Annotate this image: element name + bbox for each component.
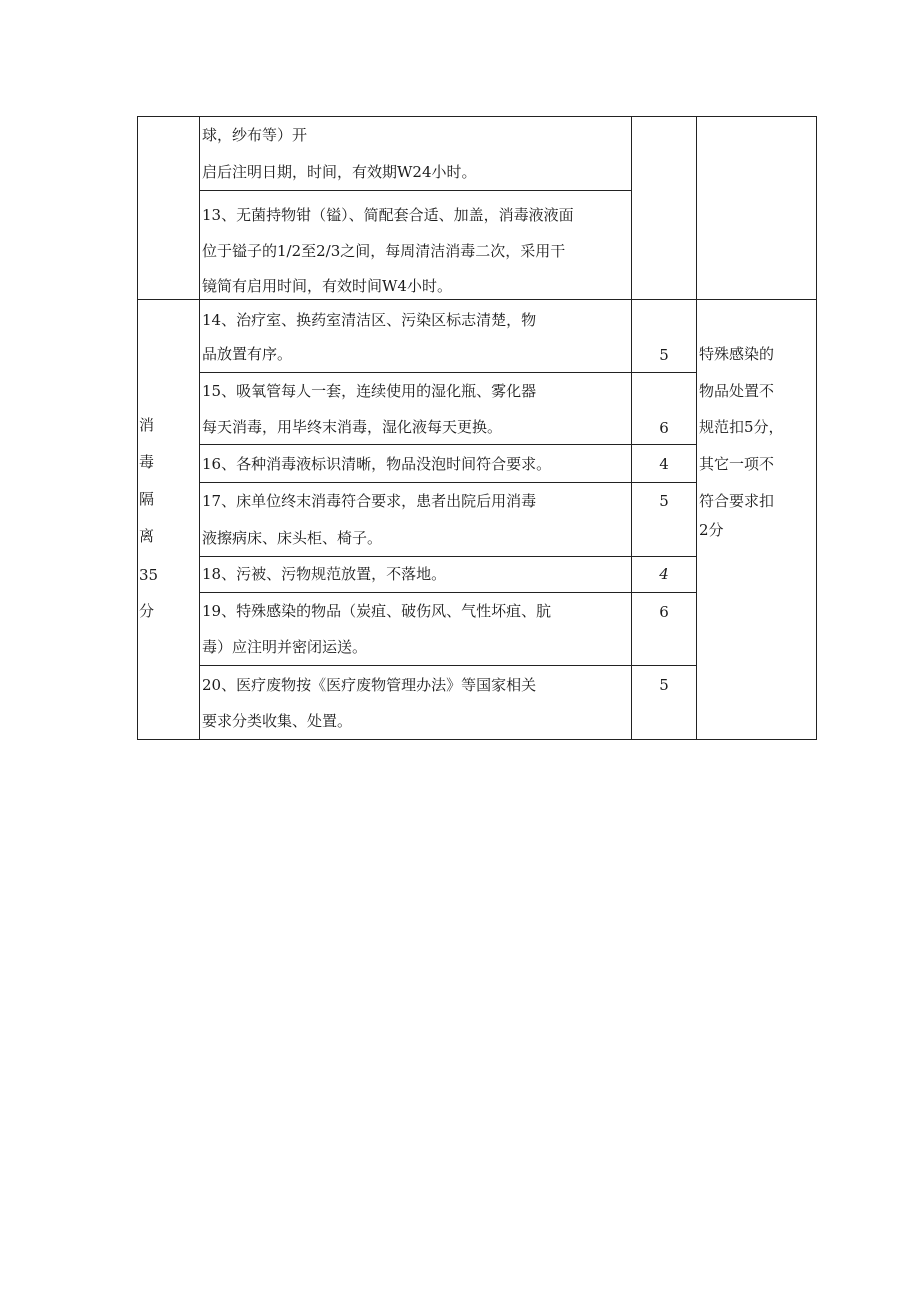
table-border-right (816, 116, 817, 740)
section-divider (137, 299, 817, 300)
deduction-note-line: 规范扣5分， (699, 418, 784, 436)
item-score: 5 (659, 492, 669, 510)
item-text-line: 16、各种消毒液标识清晰，物品没泡时间符合要求。 (202, 455, 552, 473)
table-border-top (137, 116, 817, 117)
row-divider (199, 665, 697, 666)
item-score: 4 (659, 565, 669, 583)
item-text-line: 位于镒子的1/2至2/3之间，每周清洁消毒二次，采用干 (202, 242, 566, 260)
row-divider (199, 592, 697, 593)
table-border-col2 (199, 116, 200, 740)
item-text-line: 19、特殊感染的物品（炭疽、破伤风、气性坏疽、肮 (202, 602, 552, 620)
item-text-line: 17、床单位终末消毒符合要求，患者出院后用消毒 (202, 492, 537, 510)
section-label-char: 离 (139, 527, 155, 545)
item-text-line: 15、吸氧管每人一套，连续使用的湿化瓶、雾化器 (202, 382, 537, 400)
item-text-line: 毒）应注明并密闭运送。 (202, 638, 368, 656)
deduction-note-line: 特殊感染的 (699, 345, 775, 363)
row-divider (199, 372, 697, 373)
item-text-line: 球，纱布等）开 (202, 126, 308, 144)
item-score: 6 (659, 419, 669, 437)
item-text-line: 品放置有序。 (202, 345, 293, 363)
deduction-note-line: 2分 (699, 521, 724, 539)
item-text-line: 要求分类收集、处置。 (202, 712, 353, 730)
table-border-left (137, 116, 138, 740)
row-divider (199, 444, 697, 445)
row-divider (199, 190, 632, 191)
section-label-char: 隔 (139, 490, 155, 508)
item-text-line: 18、污被、污物规范放置，不落地。 (202, 565, 447, 583)
section-label-char: 35 (139, 566, 159, 584)
row-divider (199, 482, 697, 483)
section-label-char: 分 (139, 602, 155, 620)
deduction-note-line: 符合要求扣 (699, 492, 775, 510)
item-text-line: 每天消毒，用毕终末消毒，湿化液每天更换。 (202, 418, 503, 436)
table-border-col4 (696, 116, 697, 740)
item-score: 5 (659, 676, 669, 694)
item-text-line: 镜简有启用时间，有效时间W4小时。 (202, 277, 452, 295)
row-divider (199, 556, 697, 557)
table-border-bottom (137, 739, 817, 740)
deduction-note-line: 物品处置不 (699, 382, 775, 400)
item-text-line: 14、治疗室、换药室清洁区、污染区标志清楚，物 (202, 311, 537, 329)
deduction-note-line: 其它一项不 (699, 455, 775, 473)
section-label-char: 毒 (139, 453, 155, 471)
item-text-line: 液擦病床、床头柜、椅子。 (202, 529, 383, 547)
item-score: 4 (659, 455, 669, 473)
item-text-line: 13、无菌持物钳（镒）、简配套合适、加盖，消毒液液面 (202, 206, 574, 224)
item-text-line: 20、医疗废物按《医疗废物管理办法》等国家相关 (202, 676, 537, 694)
item-score: 5 (659, 346, 669, 364)
section-label-char: 消 (139, 416, 155, 434)
item-score: 6 (659, 603, 669, 621)
item-text-line: 启后注明日期，时间，有效期W24小时。 (202, 163, 477, 181)
